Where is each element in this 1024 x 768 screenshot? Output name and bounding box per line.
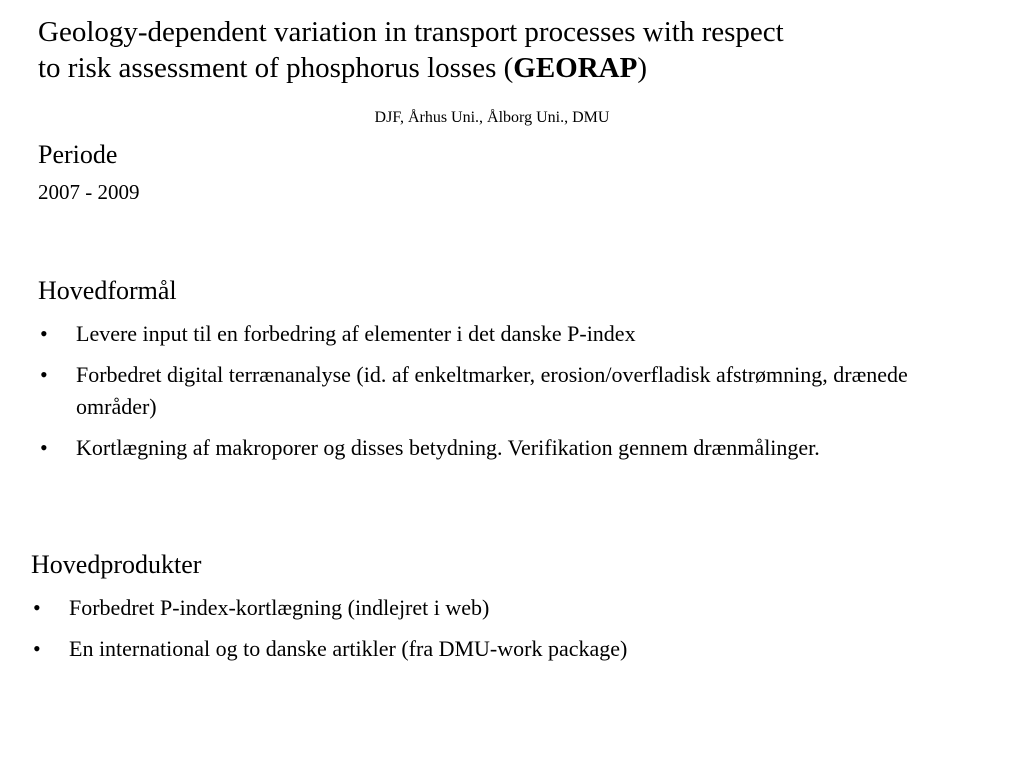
hovedprodukter-list <box>31 592 951 665</box>
list-item <box>38 318 958 350</box>
list-item <box>31 592 951 624</box>
bullet-icon: • <box>40 321 48 346</box>
period-heading: Periode <box>38 140 118 169</box>
hovedprodukter-heading: Hovedprodukter <box>31 550 202 579</box>
bullet-icon: • <box>33 636 41 661</box>
bullet-icon: • <box>40 362 48 387</box>
list-item-text: Kortlægning af makroporer og disses betydning. Verifikation gennem drænmålinger. <box>76 435 820 460</box>
title-acronym: GEORAP <box>513 52 638 84</box>
bullet-icon: • <box>40 435 48 460</box>
affiliations: DJF, Århus Uni., Ålborg Uni., DMU <box>374 109 610 126</box>
list-item <box>38 359 958 423</box>
title-line-1: Geology-dependent variation in transport processes with respect <box>38 16 784 48</box>
title-line-2-suffix: ) <box>637 52 647 84</box>
list-item-text: Levere input til en forbedring af elementer i det danske P-index <box>76 321 636 346</box>
title-line-2-prefix: to risk assessment of phosphorus losses ( <box>38 52 514 84</box>
list-item-text: En international og to danske artikler (fra DMU-work package) <box>69 636 628 661</box>
hovedformaal-list <box>38 318 958 464</box>
slide-title <box>38 14 998 86</box>
list-item-text: Forbedret digital terrænanalyse (id. af enkeltmarker, erosion/overfladisk afstrømning, drænede områder) <box>76 362 908 419</box>
list-item <box>38 432 958 464</box>
list-item-text: Forbedret P-index-kortlægning (indlejret i web) <box>69 595 490 620</box>
period-value: 2007 - 2009 <box>38 180 140 204</box>
bullet-icon: • <box>33 595 41 620</box>
hovedformaal-heading: Hovedformål <box>38 276 177 305</box>
list-item <box>31 633 951 665</box>
